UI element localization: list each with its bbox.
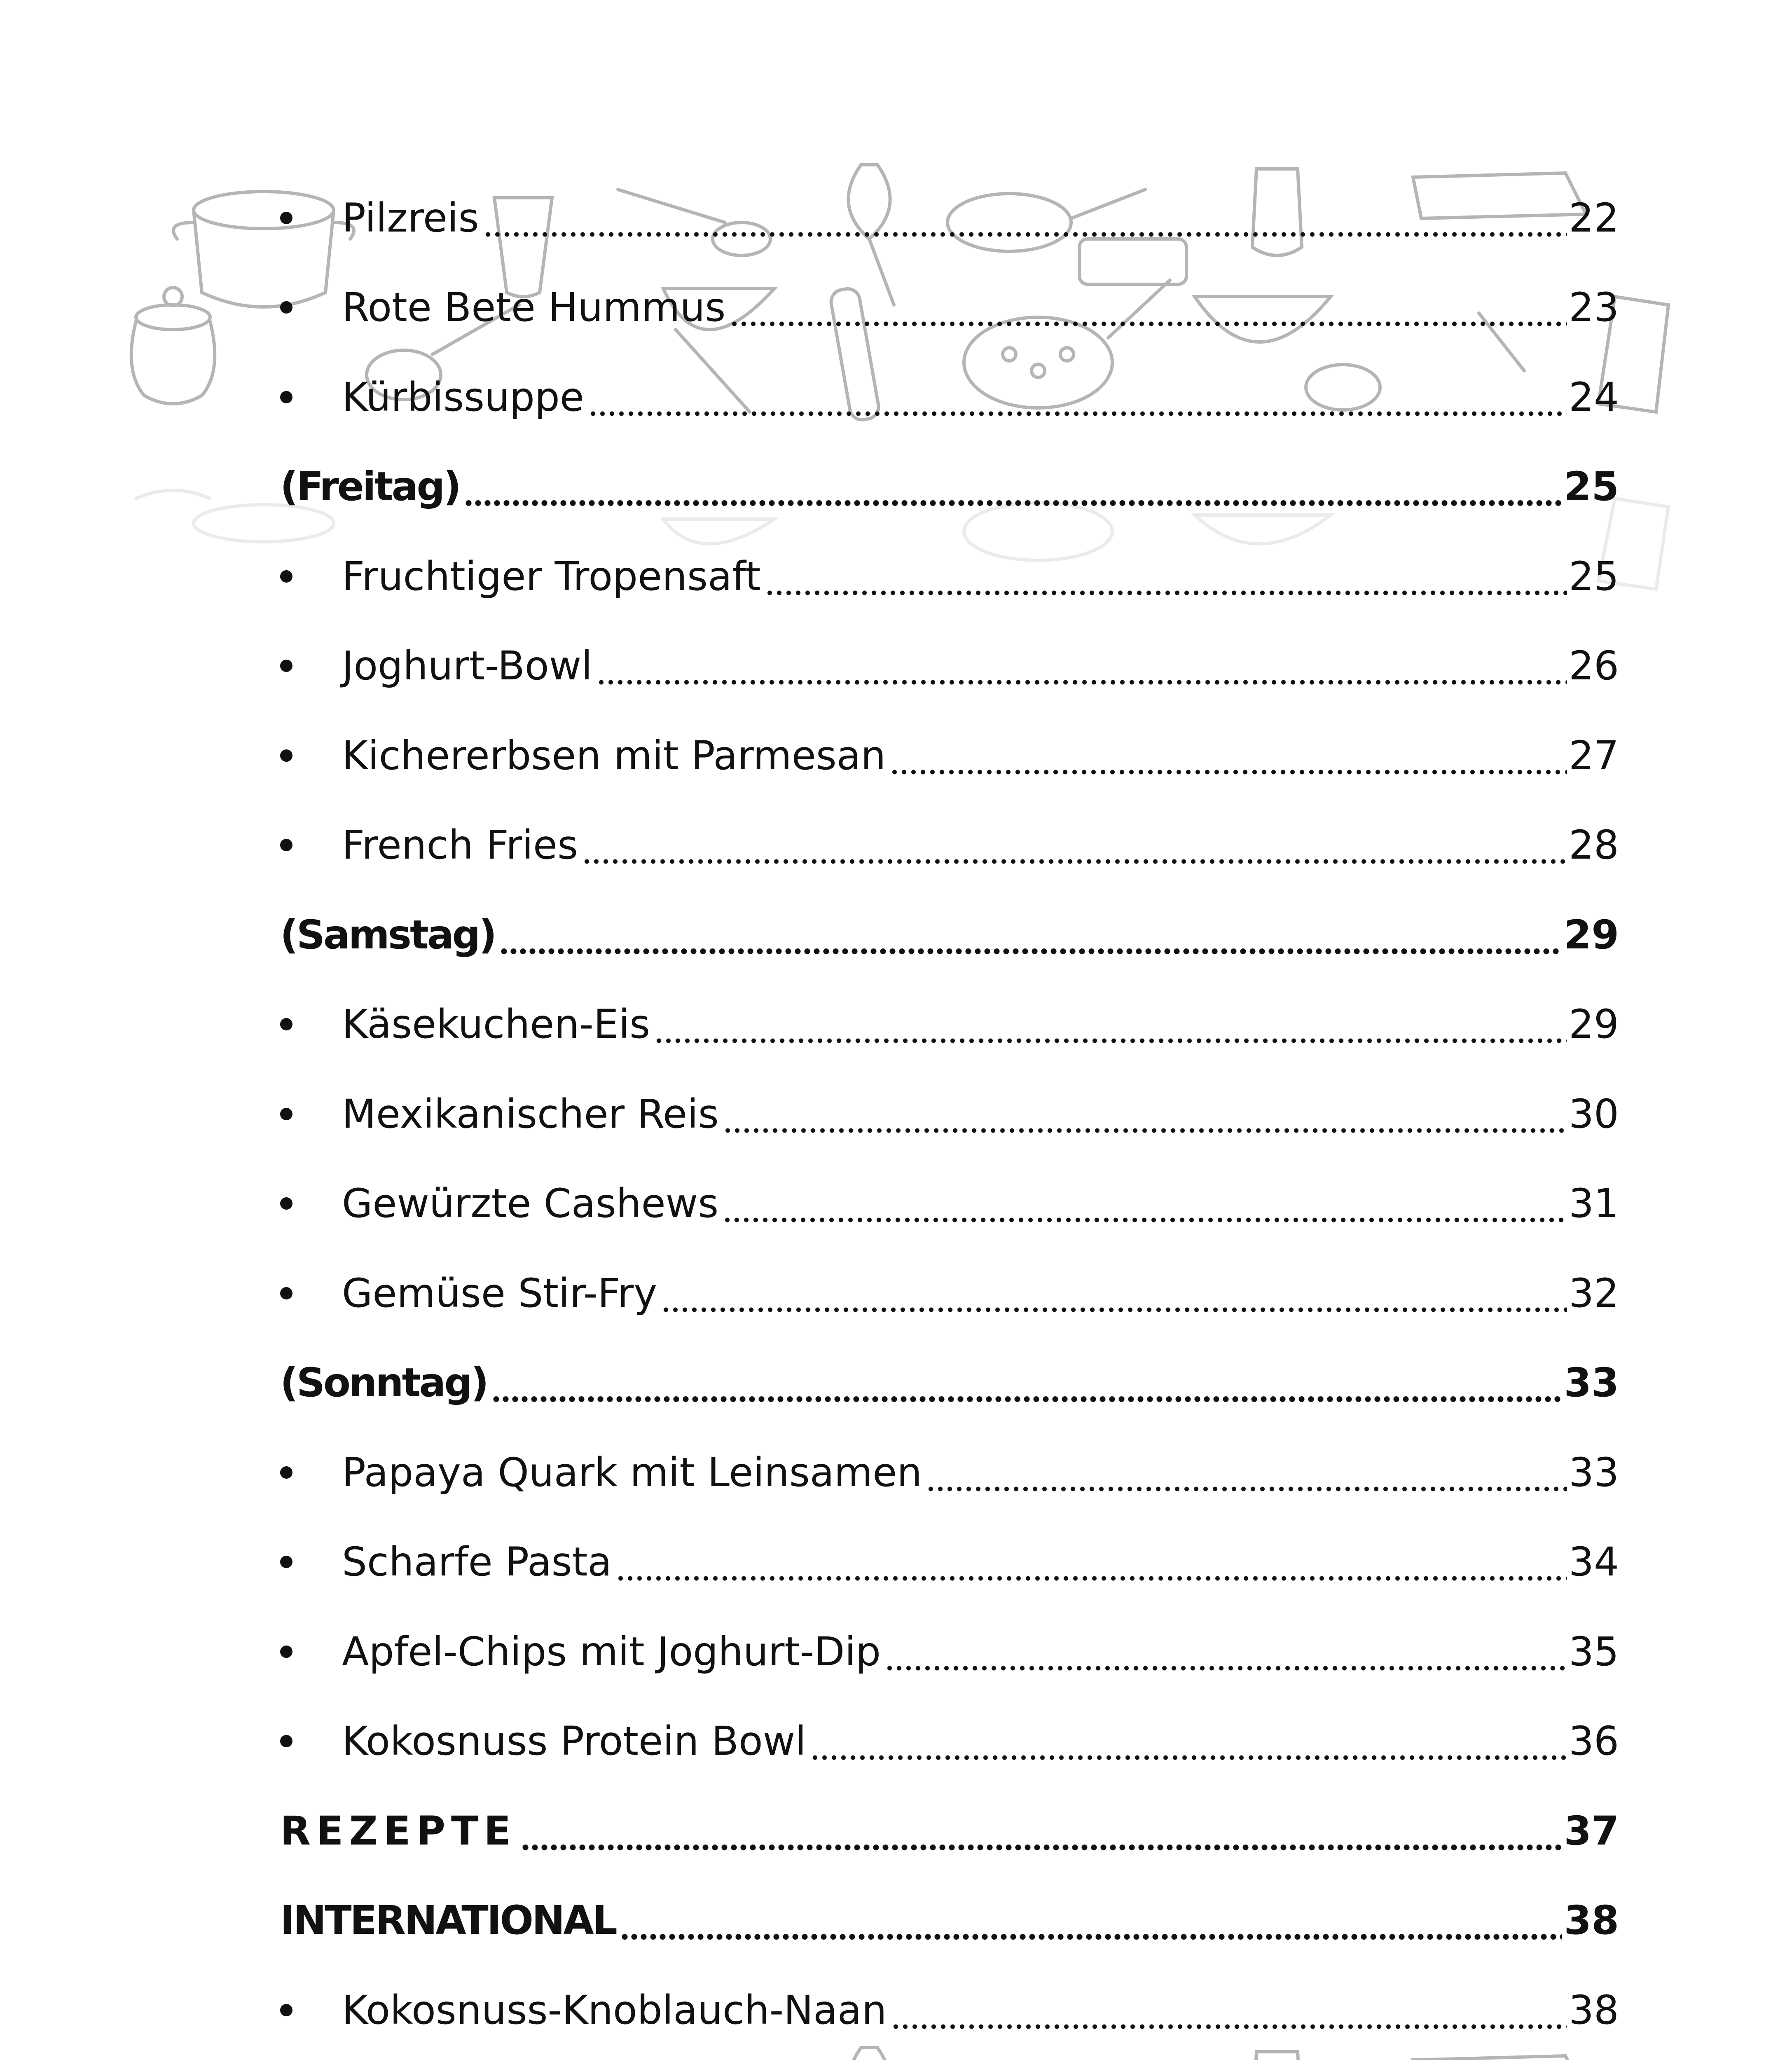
bullet-icon xyxy=(280,570,292,583)
toc-entry-label: Kürbissuppe xyxy=(342,374,584,420)
toc-entry[interactable] xyxy=(280,980,1619,1070)
dot-leader xyxy=(499,915,1562,955)
toc-entry[interactable] xyxy=(280,1159,1619,1249)
toc-page-number: 32 xyxy=(1568,1270,1619,1316)
dot-leader xyxy=(810,1721,1567,1761)
toc-entry[interactable] xyxy=(280,1965,1619,2055)
toc-page-number: 36 xyxy=(1568,1718,1619,1765)
dot-leader xyxy=(730,288,1567,327)
dot-leader xyxy=(926,1453,1567,1492)
toc-section-heading[interactable] xyxy=(280,890,1619,980)
toc-entry-label: Käsekuchen-Eis xyxy=(342,1001,650,1048)
dot-leader xyxy=(661,1273,1567,1313)
toc-entry-label: Apfel-Chips mit Joghurt-Dip xyxy=(342,1628,881,1675)
toc-section-heading[interactable] xyxy=(280,1876,1619,1966)
toc-section-label: (Freitag) xyxy=(280,464,460,510)
bullet-icon xyxy=(280,1197,292,1210)
bullet-icon xyxy=(280,1108,292,1120)
toc-entry[interactable] xyxy=(280,1248,1619,1338)
dot-leader xyxy=(491,1363,1562,1402)
toc-entry-label: Scharfe Pasta xyxy=(342,1539,612,1585)
toc-page-number: 34 xyxy=(1568,1539,1619,1585)
toc-section-label: INTERNATIONAL xyxy=(280,1897,616,1944)
toc-entry[interactable] xyxy=(280,173,1619,263)
toc-entry[interactable] xyxy=(280,531,1619,621)
toc-entry[interactable] xyxy=(280,2055,1619,2060)
toc-entry-label: Rote Bete Hummus xyxy=(342,284,726,331)
bullet-icon xyxy=(280,1735,292,1747)
dot-leader xyxy=(521,1811,1562,1851)
toc-section-heading[interactable] xyxy=(280,1786,1619,1876)
toc-page-number: 29 xyxy=(1564,911,1619,958)
toc-entry-label: Fruchtiger Tropensaft xyxy=(342,553,761,599)
toc-page-number: 27 xyxy=(1568,732,1619,779)
dot-leader xyxy=(483,198,1567,238)
toc-entry[interactable] xyxy=(280,1697,1619,1786)
bullet-icon xyxy=(280,1018,292,1030)
toc-entry-label: French Fries xyxy=(342,822,578,868)
toc-entry-label: Joghurt-Bowl xyxy=(342,643,592,689)
bullet-icon xyxy=(280,391,292,403)
toc-page-number: 25 xyxy=(1568,553,1619,599)
toc-entry[interactable] xyxy=(280,1607,1619,1697)
toc-section-heading[interactable] xyxy=(280,442,1619,532)
dot-leader xyxy=(885,1632,1567,1671)
bullet-icon xyxy=(280,212,292,224)
dot-leader xyxy=(597,646,1567,686)
dot-leader xyxy=(620,1901,1563,1940)
toc-page-number: 31 xyxy=(1568,1180,1619,1227)
toc-page-number: 29 xyxy=(1568,1001,1619,1048)
dot-leader xyxy=(723,1094,1567,1134)
dot-leader xyxy=(616,1542,1567,1582)
toc-entry-label: Gewürzte Cashews xyxy=(342,1180,719,1227)
toc-entry-label: Mexikanischer Reis xyxy=(342,1091,719,1137)
dot-leader xyxy=(654,1004,1567,1044)
toc-section-heading[interactable] xyxy=(280,1338,1619,1428)
dot-leader xyxy=(582,825,1567,865)
bullet-icon xyxy=(280,301,292,314)
bullet-icon xyxy=(280,1466,292,1479)
toc-entry[interactable] xyxy=(280,801,1619,890)
toc-page-number: 33 xyxy=(1568,1449,1619,1496)
toc-entry[interactable] xyxy=(280,1069,1619,1159)
bullet-icon xyxy=(280,660,292,672)
toc-page-number: 25 xyxy=(1564,464,1619,510)
table-of-contents xyxy=(280,173,1619,2060)
dot-leader xyxy=(891,1990,1567,2030)
toc-entry-label: Pilzreis xyxy=(342,194,479,241)
dot-leader xyxy=(723,1184,1567,1223)
toc-entry[interactable] xyxy=(280,1428,1619,1517)
bullet-icon xyxy=(280,749,292,762)
sugar-pot-icon xyxy=(131,288,215,404)
dot-leader xyxy=(464,467,1562,506)
toc-entry[interactable] xyxy=(280,711,1619,801)
toc-entry-label: Gemüse Stir-Fry xyxy=(342,1270,657,1316)
bullet-icon xyxy=(280,2004,292,2016)
toc-page-number: 22 xyxy=(1568,194,1619,241)
toc-page-number: 35 xyxy=(1568,1628,1619,1675)
toc-page-number: 28 xyxy=(1568,822,1619,868)
toc-entry-label: Kokosnuss Protein Bowl xyxy=(342,1718,806,1765)
bullet-icon xyxy=(280,1556,292,1568)
toc-section-label: REZEPTE xyxy=(280,1807,517,1854)
toc-entry[interactable] xyxy=(280,352,1619,442)
toc-page-number: 26 xyxy=(1568,643,1619,689)
dot-leader xyxy=(765,557,1567,596)
toc-section-label: (Samstag) xyxy=(280,911,496,958)
bullet-icon xyxy=(280,839,292,851)
toc-page-number: 24 xyxy=(1568,374,1619,420)
bullet-icon xyxy=(280,1646,292,1658)
toc-entry-label: Kichererbsen mit Parmesan xyxy=(342,732,886,779)
toc-entry-label: Papaya Quark mit Leinsamen xyxy=(342,1449,922,1496)
toc-page-number: 33 xyxy=(1564,1360,1619,1406)
toc-entry[interactable] xyxy=(280,1517,1619,1607)
dot-leader xyxy=(890,736,1567,775)
toc-entry[interactable] xyxy=(280,263,1619,353)
toc-page-number: 38 xyxy=(1568,1987,1619,2033)
toc-page-number: 23 xyxy=(1568,284,1619,331)
toc-entry[interactable] xyxy=(280,621,1619,711)
toc-section-label: (Sonntag) xyxy=(280,1360,487,1406)
toc-page-number: 38 xyxy=(1564,1897,1619,1944)
bullet-icon xyxy=(280,1287,292,1299)
dot-leader xyxy=(588,377,1567,417)
toc-page-number: 30 xyxy=(1568,1091,1619,1137)
toc-page-number: 37 xyxy=(1564,1807,1619,1854)
toc-entry-label: Kokosnuss-Knoblauch-Naan xyxy=(342,1987,887,2033)
